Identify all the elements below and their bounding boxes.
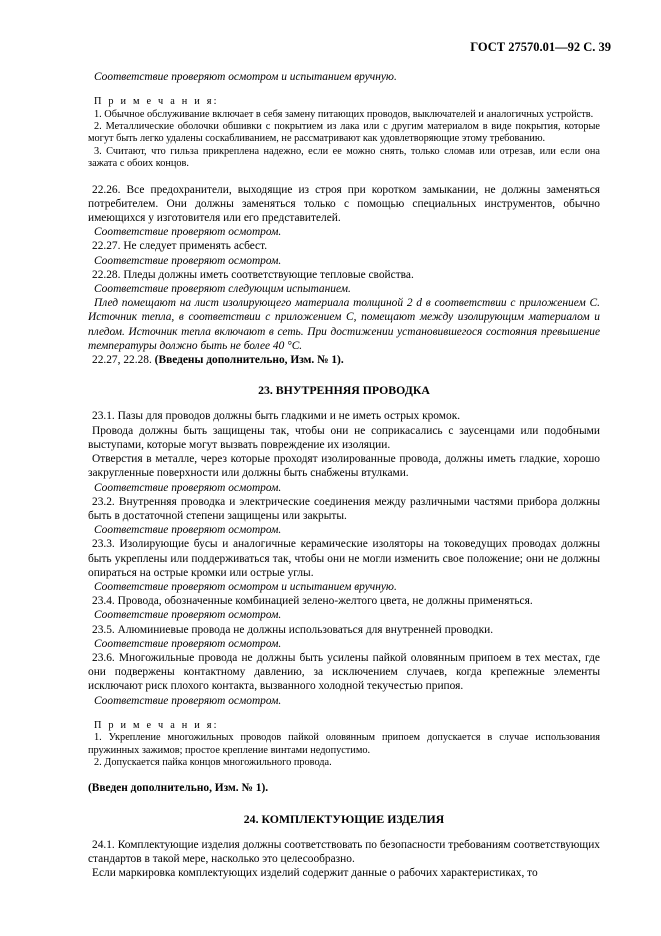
amendment-ref: 22.27, 22.28. <box>92 354 152 367</box>
clause-23-2: 23.2. Внутренняя проводка и электрические соединения между различными частями прибора должны быть в достаточной степени защищены или закрыты. <box>88 495 600 522</box>
clause-23-4: 23.4. Провода, обозначенные комбинацией зелено-желтого цвета, не должны применяться. <box>92 595 533 608</box>
check-statement: Соответствие проверяют следующим испытанием. <box>94 283 351 296</box>
notes-title: П р и м е ч а н и я: <box>94 719 219 731</box>
notes-title: П р и м е ч а н и я: <box>94 96 219 108</box>
clause-22-28: 22.28. Пледы должны иметь соответствующие тепловые свойства. <box>92 268 414 281</box>
clause-23-3: 23.3. Изолирующие бусы и аналогичные керамические изоляторы на токоведущих проводах должны быть укреплены или поддерживаться так, чтобы они не могли изменить свое положение; они не должны опираться на острые кромки или острые углы. <box>88 538 600 579</box>
section-heading-24: 24. КОМПЛЕКТУЮЩИЕ ИЗДЕЛИЯ <box>243 811 445 826</box>
check-statement: Соответствие проверяют осмотром. <box>94 694 282 707</box>
clause-23-1-text: Отверстия в металле, через которые проходят изолированные провода, должны иметь гладкие, хорошо закругленные поверхности или должны быть снабжены втулками. <box>88 453 600 480</box>
clause-23-6: 23.6. Многожильные провода не должны быть усилены пайкой оловянным припоем в тех местах, где они подвержены контактному давлению, за исключением случаев, когда крепежные элементы исключают риск плохого контакта, вызванного холодной текучестью припоя. <box>88 651 600 693</box>
check-statement: Соответствие проверяют осмотром. <box>94 637 282 650</box>
clause-23-1-text: Провода должны быть защищены так, чтобы они не соприкасались с заусенцами или подобными выступами, которые могут вызвать повреждение их изоляции. <box>88 424 600 451</box>
clause-23-5: 23.5. Алюминиевые провода не должны использоваться для внутренней проводки. <box>92 623 494 636</box>
note-item: 2. Металлические оболочки обшивки с покрытием из лака или с другим материалом в виде покрытия, которые могут быть легко удалены соскабливанием, не рассматривают как удовлетворяющие этому требованию. <box>88 121 600 145</box>
notes-block <box>88 720 600 770</box>
amendment-text: (Введены дополнительно, Изм. № 1). <box>154 354 344 367</box>
clause-23-1: 23.1. Пазы для проводов должны быть гладкими и не иметь острых кромок. <box>92 410 461 423</box>
check-statement: Соответствие проверяют осмотром и испытанием вручную. <box>94 580 397 593</box>
amendment-note <box>88 353 600 367</box>
note-item: 3. Считают, что гильза прикреплена надежно, если ее можно снять, только сломав или отрезав, или если она зажата с обоих концов. <box>88 145 600 170</box>
note-item: 1. Укрепление многожильных проводов пайкой оловянным припоем допускается в случае использования пружинных зажимов; простое крепление винтами недопустимо. <box>88 732 600 756</box>
check-statement: Соответствие проверяют осмотром. <box>94 481 282 494</box>
check-statement: Соответствие проверяют осмотром и испытанием вручную. <box>94 71 397 83</box>
text-column <box>88 70 600 880</box>
clause-22-26: 22.26. Все предохранители, выходящие из строя при коротком замыкании, не должны заменяться потребителем. Они должны заменяться только с помощью специальных инструментов, обычно имеющихся у изготовителя или его представителей. <box>88 183 600 225</box>
note-item: 1. Обычное обслуживание включает в себя замену питающих проводов, выключателей и аналогичных устройств. <box>94 108 594 120</box>
page-header: ГОСТ 27570.01—92 С. 39 <box>470 40 611 54</box>
check-statement: Соответствие проверяют осмотром. <box>94 609 282 622</box>
test-description: Плед помещают на лист изолирующего материала толщиной 2 d в соответствии с приложением С. Источник тепла, в соответствии с приложением С, помещают между изолирующим материалом и пледом. Источник тепла включают в сеть. При достижении установившегося состояния превышение температуры должно быть не более 40 °С. <box>88 297 600 352</box>
notes-block <box>88 96 600 170</box>
check-statement: Соответствие проверяют осмотром. <box>94 524 282 537</box>
check-statement: Соответствие проверяют осмотром. <box>94 254 282 267</box>
clause-24-1: 24.1. Комплектующие изделия должны соответствовать по безопасности требованиям соответствующих стандартов в такой мере, насколько это целесообразно. <box>88 838 600 865</box>
note-item: 2. Допускается пайка концов многожильного провода. <box>94 756 332 768</box>
check-statement: Соответствие проверяют осмотром. <box>94 226 282 239</box>
section-heading-23: 23. ВНУТРЕННЯЯ ПРОВОДКА <box>258 383 430 398</box>
amendment-note: (Введен дополнительно, Изм. № 1). <box>88 782 269 795</box>
clause-24-1-text: Если маркировка комплектующих изделий содержит данные о рабочих характеристиках, то <box>92 867 538 880</box>
clause-22-27: 22.27. Не следует применять асбест. <box>92 240 268 253</box>
